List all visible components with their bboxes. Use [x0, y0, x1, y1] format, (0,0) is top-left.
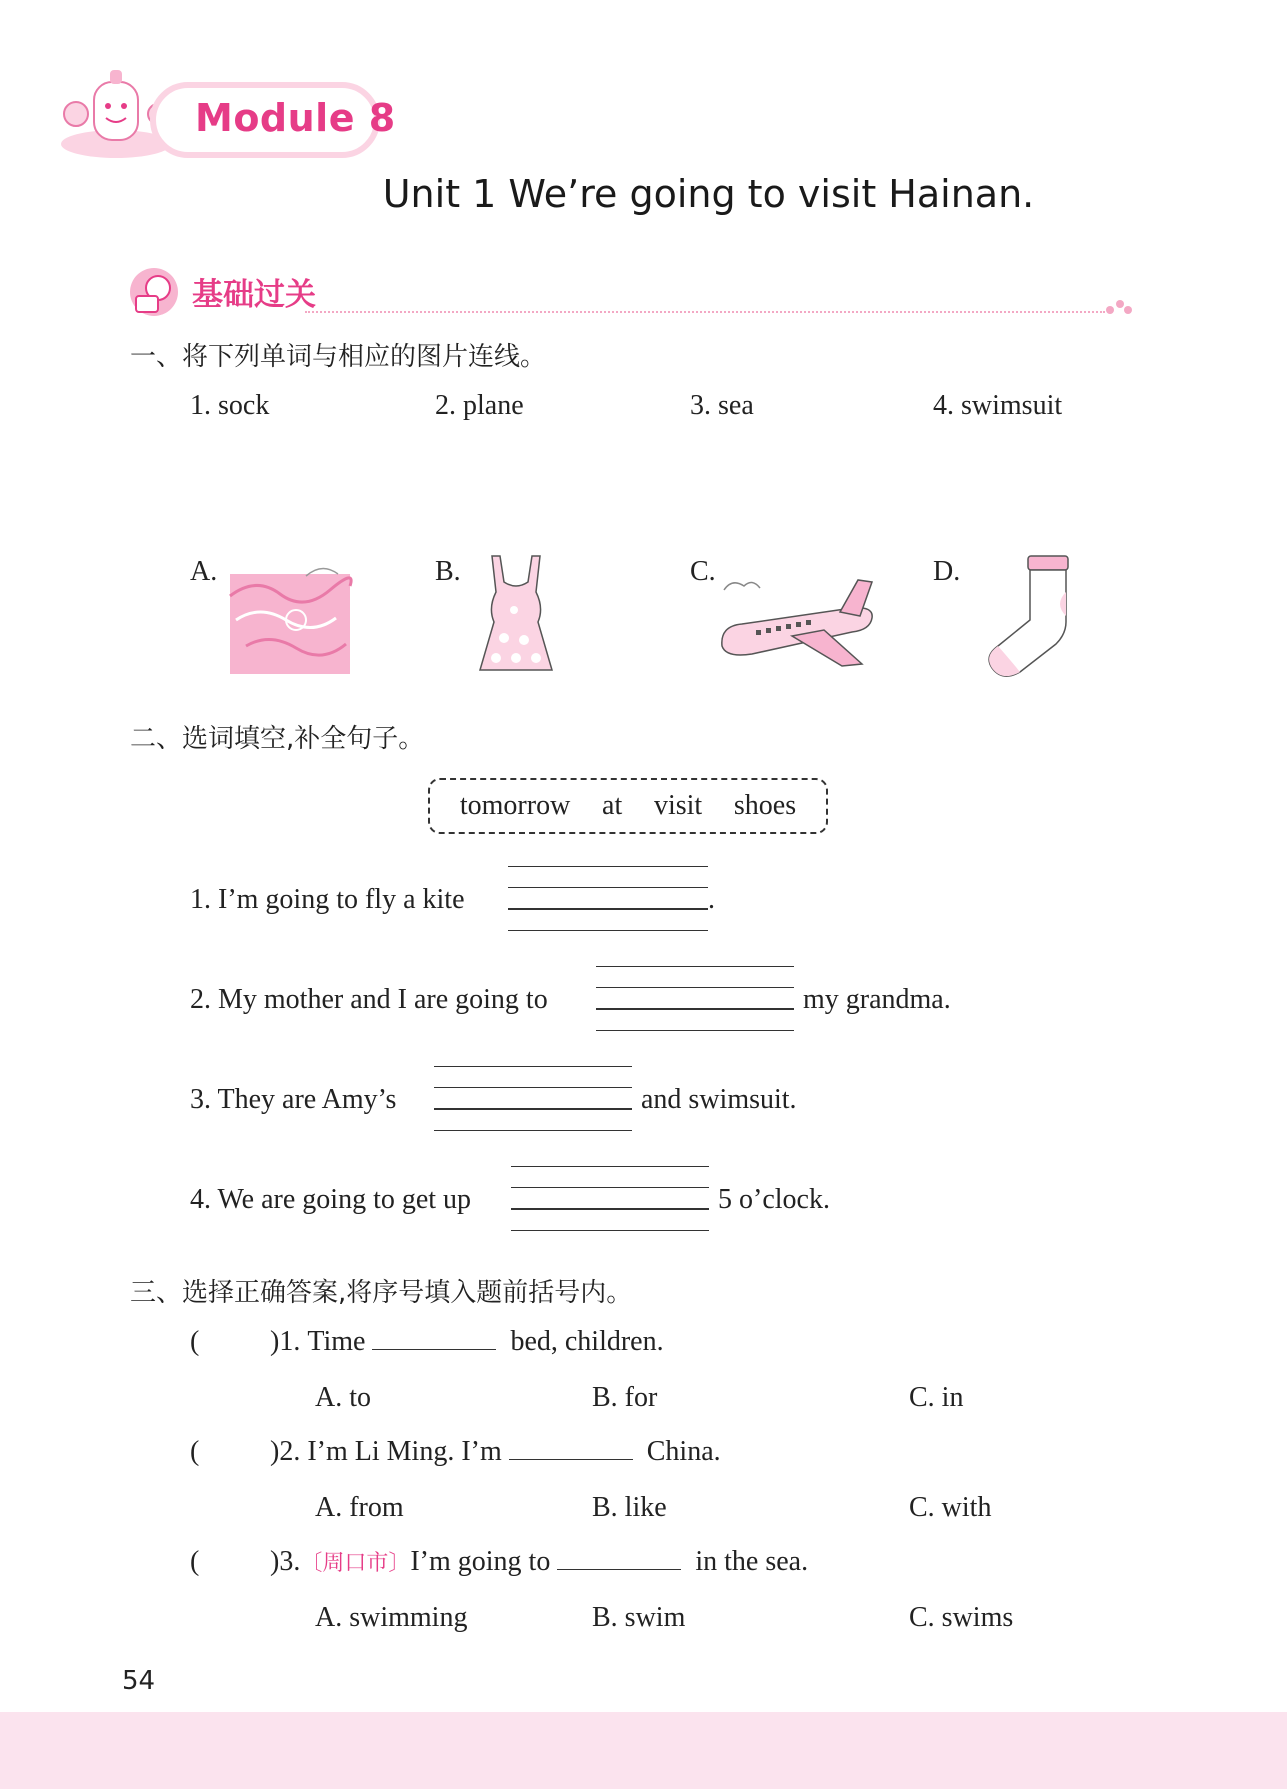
q3-option[interactable]: B. like [592, 1492, 667, 1523]
q3-item-text: Time [307, 1326, 366, 1357]
q3-option[interactable]: A. to [315, 1382, 371, 1413]
q3-item-blank [372, 1327, 496, 1350]
q2-sentence-text: 4. We are going to get up [190, 1184, 472, 1215]
word-bank-item: at [602, 790, 623, 821]
q3-item-blank [557, 1547, 681, 1570]
q1-word: 1. sock [190, 390, 270, 421]
q2-sentence-text: 1. I’m going to fly a kite [190, 884, 465, 915]
q3-item-text: bed, children. [510, 1326, 664, 1357]
q3-item-text: in the sea. [695, 1546, 809, 1577]
answer-paren[interactable]: ( [190, 1326, 200, 1357]
plane-icon [712, 570, 884, 670]
q3-item-number: )1. [270, 1326, 301, 1357]
q3-item-number: )2. [270, 1436, 301, 1467]
q1-word: 4. swimsuit [933, 390, 1063, 421]
q2-sentence-end: my grandma. [803, 984, 951, 1015]
q3-option[interactable]: C. in [909, 1382, 964, 1413]
sock-icon [980, 552, 1076, 678]
divider-dots-icon [1104, 298, 1134, 323]
q1-word: 3. sea [690, 390, 754, 421]
unit-title: Unit 1 We’re going to visit Hainan. [382, 172, 1035, 216]
q2-sentence-text: 2. My mother and I are going to [190, 984, 548, 1015]
answer-paren[interactable]: ( [190, 1436, 200, 1467]
word-bank [428, 778, 828, 834]
q2-answer-blank[interactable] [511, 1166, 709, 1232]
source-tag: 〔周口市〕 [300, 1551, 411, 1576]
q3-item-text: I’m going to [410, 1546, 551, 1577]
section-icon [128, 266, 184, 318]
q2-sentence-end: 5 o’clock. [718, 1184, 830, 1215]
q3-item-blank [509, 1437, 633, 1460]
word-bank-item: visit [653, 790, 703, 821]
q2-answer-blank[interactable] [596, 966, 794, 1032]
q1-picture-label: B. [435, 556, 461, 587]
q3-item-number: )3. [270, 1546, 301, 1577]
q2-answer-blank[interactable] [434, 1066, 632, 1132]
q2-sentence-text: 3. They are Amy’s [190, 1084, 397, 1115]
q3-item [190, 1546, 808, 1578]
q3-option[interactable]: B. for [592, 1382, 658, 1413]
q1-picture-label: A. [190, 556, 218, 587]
q1-word: 2. plane [435, 390, 524, 421]
section-label: 基础过关 [192, 277, 316, 313]
q1-heading: 一、将下列单词与相应的图片连线。 [130, 342, 547, 372]
q2-heading: 二、选词填空,补全句子。 [130, 724, 425, 754]
q3-item [190, 1436, 721, 1468]
q3-item-text: I’m Li Ming. I’m [307, 1436, 502, 1467]
q3-item [190, 1326, 664, 1358]
q3-option[interactable]: A. swimming [315, 1602, 468, 1633]
q3-option[interactable]: C. with [909, 1492, 992, 1523]
swimsuit-icon [474, 552, 558, 678]
q3-option[interactable]: B. swim [592, 1602, 686, 1633]
q2-sentence-end: . [708, 884, 715, 915]
q1-picture-label: C. [690, 556, 716, 587]
word-bank-item: tomorrow [459, 790, 571, 821]
page-number: 54 [122, 1666, 156, 1696]
q2-sentence-end: and swimsuit. [641, 1084, 797, 1115]
q3-option[interactable]: A. from [315, 1492, 404, 1523]
q3-item-text: China. [646, 1436, 721, 1467]
q3-option[interactable]: C. swims [909, 1602, 1014, 1633]
answer-paren[interactable]: ( [190, 1546, 200, 1577]
section-divider [305, 311, 1105, 313]
q1-picture-label: D. [933, 556, 961, 587]
bottom-band [0, 1712, 1287, 1789]
sea-icon [226, 556, 354, 676]
word-bank-item: shoes [733, 790, 797, 821]
q3-heading: 三、选择正确答案,将序号填入题前括号内。 [130, 1278, 633, 1308]
module-title: Module 8 [195, 96, 396, 140]
q2-answer-blank[interactable] [508, 866, 708, 932]
